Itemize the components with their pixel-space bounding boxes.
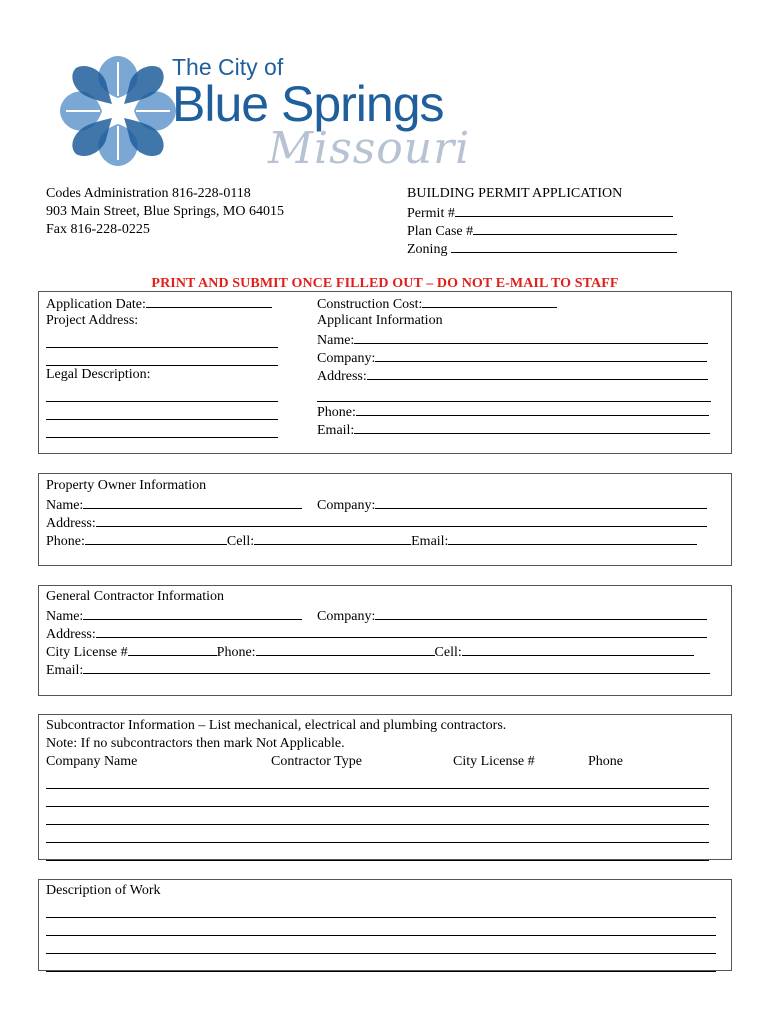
description-of-work-heading: Description of Work	[46, 883, 161, 898]
subcontractor-heading: Subcontractor Information – List mechanical, electrical and plumbing contractors.	[46, 718, 507, 733]
blue-springs-emblem-icon	[52, 48, 184, 174]
column-phone: Phone	[588, 754, 623, 769]
application-date-field[interactable]	[46, 294, 272, 314]
zoning-field[interactable]	[407, 239, 677, 259]
description-line-4[interactable]	[46, 958, 716, 972]
owner-email-line[interactable]	[448, 531, 697, 545]
owner-address-field[interactable]	[46, 513, 707, 533]
construction-cost-line[interactable]	[422, 294, 557, 308]
applicant-name-line[interactable]	[354, 330, 708, 344]
general-contractor-heading: General Contractor Information	[46, 589, 225, 604]
office-line-3: Fax 816-228-0225	[46, 222, 150, 237]
contractor-license-field[interactable]	[46, 642, 694, 662]
owner-name-label: Name:	[46, 498, 84, 513]
applicant-address-line[interactable]	[367, 366, 708, 380]
applicant-company-label: Company:	[317, 351, 376, 366]
contractor-company-label: Company:	[317, 609, 376, 624]
property-owner-heading: Property Owner Information	[46, 478, 207, 493]
owner-email-label: Email:	[411, 534, 449, 549]
plan-case-field[interactable]	[407, 221, 677, 241]
owner-cell-line[interactable]	[254, 531, 411, 545]
contractor-address-field[interactable]	[46, 624, 707, 644]
legal-description-line-2[interactable]	[46, 406, 278, 420]
subcontractor-line-1[interactable]	[46, 775, 709, 789]
subcontractor-line-5[interactable]	[46, 847, 709, 861]
contractor-company-line[interactable]	[375, 606, 707, 620]
applicant-phone-label: Phone:	[317, 405, 356, 420]
contractor-phone-line[interactable]	[256, 642, 435, 656]
owner-company-field[interactable]	[317, 495, 707, 515]
owner-company-label: Company:	[317, 498, 376, 513]
legal-description-line-1[interactable]	[46, 388, 278, 402]
owner-name-field[interactable]	[46, 495, 302, 515]
contractor-company-field[interactable]	[317, 606, 707, 626]
contractor-phone-label: Phone:	[216, 645, 256, 660]
zoning-label: Zoning	[407, 242, 448, 257]
column-company-name: Company Name	[46, 754, 138, 769]
contractor-license-line[interactable]	[128, 642, 217, 656]
plan-case-label: Plan Case #	[407, 224, 474, 239]
project-address-line-1[interactable]	[46, 334, 278, 348]
logo-blue-springs: Blue Springs	[172, 76, 444, 132]
applicant-address-label: Address:	[317, 369, 367, 384]
description-line-2[interactable]	[46, 922, 716, 936]
zoning-line[interactable]	[451, 239, 677, 253]
plan-case-line[interactable]	[473, 221, 677, 235]
description-line-3[interactable]	[46, 940, 716, 954]
subcontractor-line-4[interactable]	[46, 829, 709, 843]
column-city-license: City License #	[453, 754, 535, 769]
applicant-email-field[interactable]	[317, 420, 710, 440]
owner-address-line[interactable]	[96, 513, 707, 527]
owner-address-label: Address:	[46, 516, 96, 531]
owner-phone-field[interactable]	[46, 531, 697, 551]
legal-description-line-3[interactable]	[46, 424, 278, 438]
applicant-info-heading: Applicant Information	[317, 313, 443, 328]
permit-number-label: Permit #	[407, 206, 455, 221]
contractor-cell-label: Cell:	[434, 645, 462, 660]
contractor-license-label: City License #	[46, 645, 128, 660]
contractor-email-label: Email:	[46, 663, 84, 678]
project-address-line-2[interactable]	[46, 352, 278, 366]
office-line-1: Codes Administration 816-228-0118	[46, 186, 251, 201]
contractor-email-field[interactable]	[46, 660, 710, 680]
applicant-name-label: Name:	[317, 333, 355, 348]
application-date-line[interactable]	[146, 294, 272, 308]
submit-notice: PRINT AND SUBMIT ONCE FILLED OUT – DO NOT E-MAIL TO STAFF	[151, 276, 619, 291]
construction-cost-field[interactable]	[317, 294, 557, 314]
column-contractor-type: Contractor Type	[271, 754, 362, 769]
applicant-company-line[interactable]	[375, 348, 707, 362]
contractor-cell-line[interactable]	[462, 642, 694, 656]
subcontractor-line-2[interactable]	[46, 793, 709, 807]
applicant-name-field[interactable]	[317, 330, 708, 350]
owner-phone-line[interactable]	[85, 531, 227, 545]
application-date-label: Application Date:	[46, 297, 146, 312]
city-logo	[52, 48, 512, 178]
owner-name-line[interactable]	[83, 495, 302, 509]
contractor-email-line[interactable]	[83, 660, 710, 674]
permit-number-field[interactable]	[407, 203, 673, 223]
description-line-1[interactable]	[46, 904, 716, 918]
legal-description-label: Legal Description:	[46, 367, 151, 382]
logo-missouri: Missouri	[268, 123, 471, 174]
project-address-label: Project Address:	[46, 313, 139, 328]
contractor-name-line[interactable]	[83, 606, 302, 620]
logo-the-city-of: The City of	[172, 54, 284, 80]
applicant-address-field[interactable]	[317, 366, 708, 386]
subcontractor-line-3[interactable]	[46, 811, 709, 825]
construction-cost-label: Construction Cost:	[317, 297, 423, 312]
owner-cell-label: Cell:	[226, 534, 255, 549]
permit-title: BUILDING PERMIT APPLICATION	[407, 186, 623, 201]
applicant-email-label: Email:	[317, 423, 355, 438]
applicant-email-line[interactable]	[354, 420, 710, 434]
owner-company-line[interactable]	[375, 495, 707, 509]
applicant-address-line-2[interactable]	[317, 388, 711, 402]
contractor-address-label: Address:	[46, 627, 96, 642]
contractor-address-line[interactable]	[96, 624, 707, 638]
subcontractor-note: Note: If no subcontractors then mark Not Applicable.	[46, 736, 345, 751]
contractor-name-field[interactable]	[46, 606, 302, 626]
applicant-phone-field[interactable]	[317, 402, 709, 422]
office-line-2: 903 Main Street, Blue Springs, MO 64015	[46, 204, 284, 219]
permit-number-line[interactable]	[455, 203, 673, 217]
owner-phone-label: Phone:	[46, 534, 85, 549]
contractor-name-label: Name:	[46, 609, 84, 624]
applicant-company-field[interactable]	[317, 348, 707, 368]
applicant-phone-line[interactable]	[356, 402, 709, 416]
